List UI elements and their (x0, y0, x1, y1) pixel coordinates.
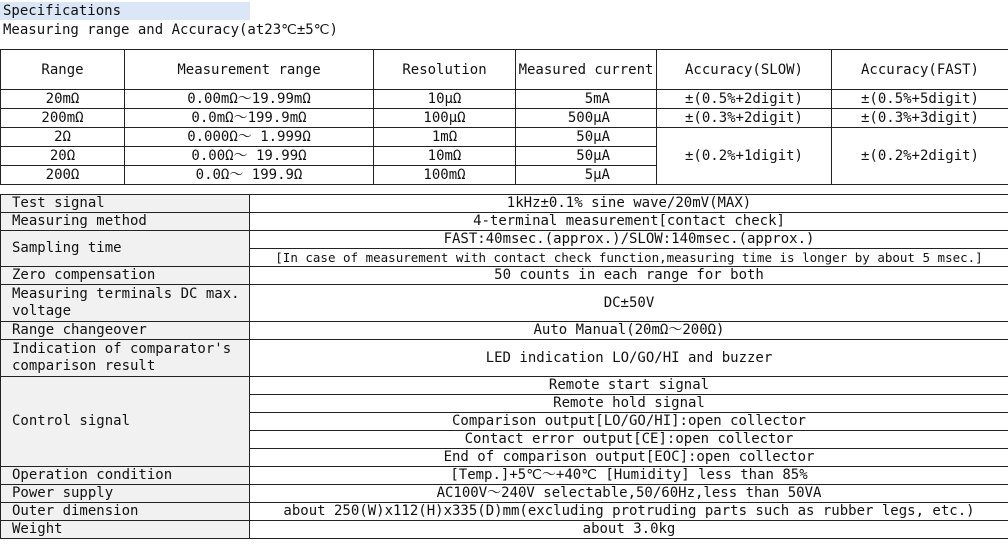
spec-value: 4-terminal measurement[contact check] (250, 213, 1008, 231)
spec-row-zero-compensation (1, 267, 1008, 285)
spec-label: Indication of comparator's comparison result (1, 340, 250, 377)
cell-measurement: 0.00Ω～ 19.99Ω (125, 147, 374, 166)
spec-label: Weight (1, 521, 250, 539)
header-range: Range (1, 50, 125, 90)
cell-accuracy-fast: ±(0.3%+3digit) (832, 109, 1008, 128)
header-accuracy-fast: Accuracy(FAST) (832, 50, 1008, 90)
cell-accuracy-slow: ±(0.3%+2digit) (657, 109, 832, 128)
spec-value: Auto Manual(20mΩ～200Ω) (250, 322, 1008, 340)
header-measurement-range: Measurement range (125, 50, 374, 90)
cell-accuracy-fast: ±(0.5%+5digit) (832, 90, 1008, 109)
spec-value: Comparison output[LO/GO/HI]:open collector (250, 413, 1008, 431)
cell-resolution: 10mΩ (374, 147, 516, 166)
header-accuracy-slow: Accuracy(SLOW) (657, 50, 832, 90)
spec-label: Measuring terminals DC max. voltage (1, 285, 250, 322)
spec-label: Test signal (1, 195, 250, 213)
spec-value: about 250(W)x112(H)x335(D)mm(excluding protruding parts such as rubber legs, etc.) (250, 503, 1008, 521)
spec-label: Measuring method (1, 213, 250, 231)
cell-accuracy-slow: ±(0.5%+2digit) (657, 90, 832, 109)
spec-value: 1kHz±0.1% sine wave/20mV(MAX) (250, 195, 1008, 213)
spec-value: 50 counts in each range for both (250, 267, 1008, 285)
cell-resolution: 1mΩ (374, 128, 516, 147)
cell-accuracy-slow: ±(0.2%+1digit) (657, 128, 832, 185)
header-measured-current (516, 50, 657, 90)
cell-range: 20mΩ (1, 90, 125, 109)
spec-row-measuring-method (1, 213, 1008, 231)
spec-value: about 3.0kg (250, 521, 1008, 539)
table-row (1, 128, 1008, 147)
cell-current: 50μA (516, 147, 657, 166)
cell-measurement: 0.00mΩ～19.99mΩ (125, 90, 374, 109)
cell-accuracy-fast: ±(0.2%+2digit) (832, 128, 1008, 185)
cell-current: 5mA (516, 90, 657, 109)
spec-value: LED indication LO/GO/HI and buzzer (250, 340, 1008, 377)
spec-value: Remote hold signal (250, 395, 1008, 413)
spec-row-operation-condition (1, 467, 1008, 485)
spec-label: Control signal (1, 377, 250, 467)
cell-measurement: 0.0mΩ～199.9mΩ (125, 109, 374, 128)
spec-row-outer-dimension (1, 503, 1008, 521)
spec-value: FAST:40msec.(approx.)/SLOW:140msec.(approx.) (250, 231, 1008, 249)
cell-range: 200mΩ (1, 109, 125, 128)
spec-row-terminals-dc (1, 285, 1008, 322)
spec-label: Outer dimension (1, 503, 250, 521)
specification-table (0, 194, 1008, 539)
spec-row-range-changeover (1, 322, 1008, 340)
page-title: Specifications (0, 2, 250, 20)
spec-row-control-signal (1, 377, 1008, 395)
cell-resolution: 100μΩ (374, 109, 516, 128)
table-row (1, 90, 1008, 109)
spec-label: Sampling time (1, 231, 250, 267)
header-measured-current-text: Measured current (518, 61, 654, 78)
cell-range: 2Ω (1, 128, 125, 147)
spec-value-note: [In case of measurement with contact check function,measuring time is longer by about 5 msec.] (250, 249, 1008, 267)
cell-range: 20Ω (1, 147, 125, 166)
spec-value: Remote start signal (250, 377, 1008, 395)
spec-value: DC±50V (250, 285, 1008, 322)
cell-current: 5μA (516, 166, 657, 185)
cell-current: 500μA (516, 109, 657, 128)
spec-row-sampling-time (1, 231, 1008, 249)
spec-label: Power supply (1, 485, 250, 503)
spec-value: AC100V～240V selectable,50/60Hz,less than 50VA (250, 485, 1008, 503)
spec-row-test-signal (1, 195, 1008, 213)
cell-measurement: 0.000Ω～ 1.999Ω (125, 128, 374, 147)
spec-label: Range changeover (1, 322, 250, 340)
header-resolution: Resolution (374, 50, 516, 90)
cell-measurement: 0.0Ω～ 199.9Ω (125, 166, 374, 185)
section-subtitle: Measuring range and Accuracy(at23℃±5℃) (3, 22, 338, 38)
spec-row-comparator (1, 340, 1008, 377)
spec-value: End of comparison output[EOC]:open collector (250, 449, 1008, 467)
spec-row-power-supply (1, 485, 1008, 503)
table-row (1, 109, 1008, 128)
spec-value: Contact error output[CE]:open collector (250, 431, 1008, 449)
cell-current: 50μA (516, 128, 657, 147)
cell-resolution: 10μΩ (374, 90, 516, 109)
spec-value: [Temp.]+5℃～+40℃ [Humidity] less than 85% (250, 467, 1008, 485)
spec-label: Zero compensation (1, 267, 250, 285)
spec-row-weight (1, 521, 1008, 539)
spec-label: Operation condition (1, 467, 250, 485)
table-header-row (1, 50, 1008, 90)
cell-range: 200Ω (1, 166, 125, 185)
cell-resolution: 100mΩ (374, 166, 516, 185)
range-accuracy-table (0, 49, 1008, 185)
